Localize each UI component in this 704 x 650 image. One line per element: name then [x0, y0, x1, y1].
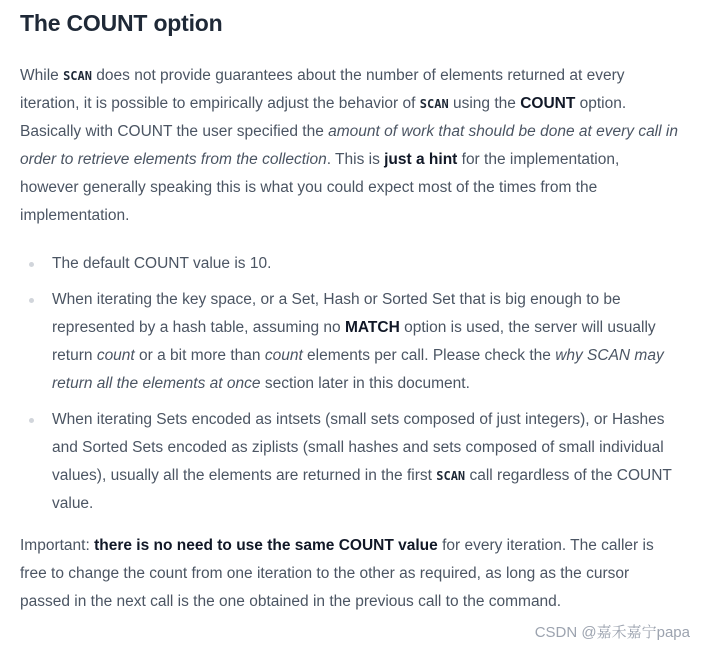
scan-code: SCAN	[436, 469, 466, 483]
bullet-text: The default COUNT value is 10.	[52, 255, 272, 272]
count-emphasis: count	[264, 347, 303, 364]
why-scan-link-emphasis: why SCAN may return all the elements at once	[52, 347, 664, 392]
scan-code: SCAN	[419, 97, 449, 111]
bullet-text: When iterating the key space, or a Set, Hash or Sorted Set that is big enough to be represented by a hash table, assuming no	[52, 291, 621, 336]
bullet-text: elements per call. Please check the	[302, 347, 556, 364]
intro-text: for the implementation, however generally speaking this is what you could expect most of the times from the implementation.	[20, 151, 620, 224]
bullet-dot	[29, 262, 34, 267]
bullet-text: option is used, the server will usually return	[52, 319, 656, 364]
bullet-text: section later in this document.	[260, 375, 470, 392]
csdn-watermark: CSDN @嘉禾嘉宁papa	[534, 624, 690, 641]
count-strong: COUNT	[520, 95, 576, 112]
bullet-text: call regardless of the COUNT value.	[52, 467, 672, 512]
amount-of-work-emphasis: amount of work that should be done at every call in order to retrieve elements from the collection	[20, 123, 678, 168]
count-bullet-list	[20, 250, 680, 518]
list-item	[20, 406, 680, 518]
intro-text: While	[20, 67, 64, 84]
important-text: for every iteration. The caller is free to change the count from one iteration to the other as required, as long as the cursor passed in the next call is the one obtained in the previous call to the command.	[20, 537, 654, 610]
intro-text: does not provide guarantees about the number of elements returned at every iteration, it is possible to empirically adjust the behavior of	[20, 67, 625, 112]
intro-text: using the	[448, 95, 521, 112]
intro-text: option. Basically with COUNT the user specified the	[20, 95, 627, 140]
scan-code: SCAN	[63, 69, 92, 83]
intro-paragraph	[20, 62, 680, 230]
bullet-dot	[29, 298, 34, 303]
intro-text: . This is	[326, 151, 385, 168]
count-emphasis: count	[96, 347, 135, 364]
bullet-text: or a bit more than	[134, 347, 265, 364]
just-a-hint-strong: just a hint	[384, 151, 458, 168]
important-text: Important:	[20, 537, 95, 554]
doc-section	[20, 8, 680, 616]
list-item	[20, 250, 680, 278]
match-strong: MATCH	[344, 319, 400, 336]
bullet-dot	[29, 418, 34, 423]
section-heading: The COUNT option	[20, 10, 223, 36]
important-paragraph	[20, 532, 680, 616]
list-item	[20, 286, 680, 398]
no-need-strong: there is no need to use the same COUNT value	[94, 537, 438, 554]
bullet-text: When iterating Sets encoded as intsets (small sets composed of just integers), or Hashes and Sorted Sets encoded as ziplists (small hashes and sets composed of small individual values), usually all the elements are returned in the first	[52, 411, 665, 484]
